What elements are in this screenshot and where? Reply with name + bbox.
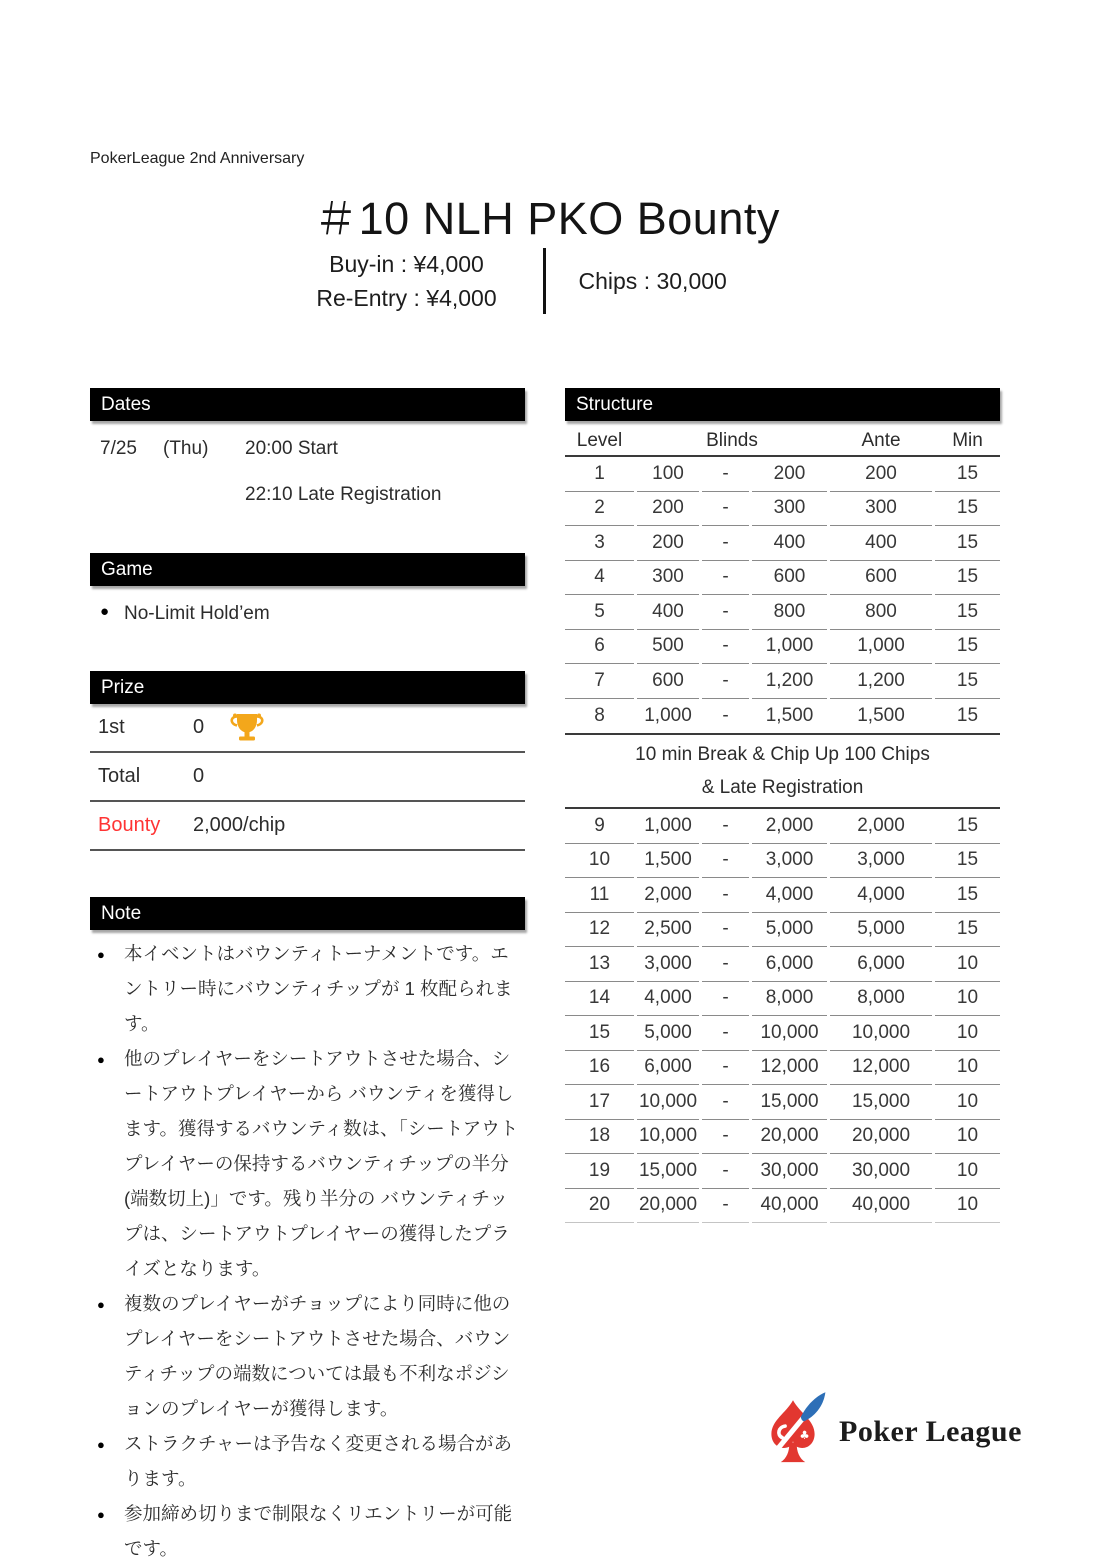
structure-cell-dash: - <box>702 561 749 596</box>
structure-cell-dash: - <box>702 1154 749 1189</box>
prize-total-label: Total <box>98 765 141 787</box>
structure-cell-sb: 6,000 <box>637 1051 699 1086</box>
structure-cell-dash: - <box>702 1120 749 1155</box>
structure-cell-dash: - <box>702 878 749 913</box>
structure-cell-sb: 1,500 <box>637 844 699 879</box>
date-value <box>100 484 163 506</box>
game-header-bar: Game <box>90 553 525 586</box>
structure-cell-ante: 400 <box>830 526 932 561</box>
structure-cell-bb: 3,000 <box>752 844 827 879</box>
structure-cell-level: 9 <box>565 809 634 844</box>
structure-cell-level: 17 <box>565 1085 634 1120</box>
structure-cell-sb: 10,000 <box>637 1085 699 1120</box>
structure-cell-min: 15 <box>935 492 1000 527</box>
chips-label: Chips : 30,000 <box>578 267 727 294</box>
structure-cell-level: 13 <box>565 947 634 982</box>
note-text: 他のプレイヤーをシートアウトさせた場合、シートアウトプレイヤーから バウンティを獲得します。獲得するバウンティ数は、「シートアウトプレイヤーの保持するバウンティチップの半分(端数切上)」です。残り半分の バウンティチップは、シートアウトプレイヤーの獲得したプライズとなります。 <box>124 1048 519 1279</box>
structure-cell-min: 10 <box>935 1120 1000 1155</box>
note-item <box>90 936 525 1041</box>
structure-cell-level: 14 <box>565 982 634 1017</box>
structure-cell-sb: 2,000 <box>637 878 699 913</box>
structure-cell-dash: - <box>702 947 749 982</box>
structure-row <box>565 457 1000 492</box>
structure-column-headers <box>565 427 1000 455</box>
structure-cell-min: 15 <box>935 561 1000 596</box>
dates-row <box>90 484 525 506</box>
structure-cell-sb: 20,000 <box>637 1189 699 1224</box>
note-item <box>90 1041 525 1286</box>
note-item <box>90 1426 525 1496</box>
structure-cell-sb: 10,000 <box>637 1120 699 1155</box>
structure-cell-min: 15 <box>935 595 1000 630</box>
bullet-icon: ● <box>97 1437 105 1452</box>
structure-cell-ante: 30,000 <box>830 1154 932 1189</box>
structure-cell-dash: - <box>702 1016 749 1051</box>
bullet-icon: ● <box>97 1052 105 1067</box>
structure-cell-dash: - <box>702 1051 749 1086</box>
structure-cell-min: 10 <box>935 1085 1000 1120</box>
structure-cell-bb: 1,500 <box>765 704 814 726</box>
structure-row <box>565 492 1000 527</box>
structure-cell-sb: 200 <box>637 492 699 527</box>
structure-cell-dash: - <box>702 526 749 561</box>
structure-row <box>565 947 1000 982</box>
break-note-line: 10 min Break & Chip Up 100 Chips <box>635 744 930 765</box>
structure-row <box>565 561 1000 596</box>
dates-header-bar: Dates <box>90 388 525 421</box>
structure-cell-ante: 300 <box>830 492 932 527</box>
structure-cell-level: 5 <box>565 595 634 630</box>
structure-cell-bb: 4,000 <box>752 878 827 913</box>
structure-cell-dash: - <box>702 1189 749 1224</box>
bounty-amount: 2,000/chip <box>193 814 286 836</box>
column-header-ante: Ante <box>861 430 901 451</box>
structure-cell-level: 7 <box>565 664 634 699</box>
prize-row-1st <box>90 704 525 751</box>
column-header-min: Min <box>952 430 983 451</box>
structure-row <box>565 878 1000 913</box>
note-section <box>90 897 525 1566</box>
structure-cell-ante: 40,000 <box>830 1189 932 1224</box>
prize-section <box>90 671 525 851</box>
structure-cell-sb: 4,000 <box>637 982 699 1017</box>
structure-section <box>565 388 1000 1223</box>
buyin-label: Buy-in : ¥4,000 <box>329 251 484 277</box>
structure-cell-min: 10 <box>935 1154 1000 1189</box>
structure-cell-dash: - <box>702 844 749 879</box>
structure-row <box>565 913 1000 948</box>
structure-cell-min: 10 <box>935 1189 1000 1224</box>
vertical-divider <box>543 248 546 314</box>
structure-cell-min: 10 <box>935 1016 1000 1051</box>
structure-cell-min: 15 <box>935 844 1000 879</box>
structure-cell-ante: 12,000 <box>830 1051 932 1086</box>
structure-cell-level: 12 <box>565 913 634 948</box>
start-time: 20:00 Start <box>245 438 338 459</box>
structure-cell-ante: 800 <box>830 595 932 630</box>
structure-cell-min: 15 <box>935 630 1000 665</box>
structure-cell-dash: - <box>702 913 749 948</box>
dates-row <box>90 438 525 460</box>
structure-cell-min: 15 <box>935 664 1000 699</box>
structure-cell-ante: 6,000 <box>830 947 932 982</box>
structure-cell-dash: - <box>722 704 729 726</box>
prize-row-total <box>90 753 525 800</box>
structure-cell-ante: 15,000 <box>830 1085 932 1120</box>
structure-cell-ante: 1,000 <box>830 630 932 665</box>
structure-cell-bb: 20,000 <box>752 1120 827 1155</box>
structure-cell-bb: 800 <box>752 595 827 630</box>
structure-row <box>565 1016 1000 1051</box>
structure-cell-bb: 6,000 <box>752 947 827 982</box>
structure-cell-sb: 2,500 <box>637 913 699 948</box>
note-list <box>90 936 525 1566</box>
structure-cell-level: 6 <box>565 630 634 665</box>
structure-row <box>565 809 1000 844</box>
structure-cell-dash: - <box>702 630 749 665</box>
structure-cell-sb: 600 <box>637 664 699 699</box>
structure-cell-sb: 500 <box>637 630 699 665</box>
note-text: 複数のプレイヤーがチョップにより同時に他のプレイヤーをシートアウトさせた場合、バウンティチップの端数については最も不利なポジションのプレイヤーが獲得します。 <box>124 1293 511 1419</box>
structure-cell-dash: - <box>702 595 749 630</box>
structure-cell-ante: 5,000 <box>830 913 932 948</box>
note-item <box>90 1286 525 1426</box>
day-value <box>163 484 245 506</box>
structure-cell-dash: - <box>702 1085 749 1120</box>
bullet-icon: ● <box>97 1507 105 1522</box>
structure-cell-bb: 2,000 <box>752 809 827 844</box>
column-header-blinds: Blinds <box>706 430 758 451</box>
bullet-icon: ● <box>97 947 105 962</box>
structure-cell-sb: 200 <box>637 526 699 561</box>
structure-cell-sb: 1,000 <box>637 809 699 844</box>
dates-section <box>90 388 525 506</box>
structure-cell-min: 15 <box>935 878 1000 913</box>
bullet-icon: ● <box>97 1297 105 1312</box>
page-title: ＃10 NLH PKO Bounty <box>313 193 780 244</box>
structure-cell-bb: 1,000 <box>752 630 827 665</box>
game-section <box>90 553 525 625</box>
structure-cell-level: 4 <box>565 561 634 596</box>
structure-cell-ante: 3,000 <box>830 844 932 879</box>
structure-cell-ante: 20,000 <box>830 1120 932 1155</box>
structure-cell-bb: 400 <box>752 526 827 561</box>
structure-cell-dash: - <box>702 982 749 1017</box>
structure-row <box>565 1120 1000 1155</box>
structure-cell-ante: 600 <box>830 561 932 596</box>
structure-cell-level: 15 <box>565 1016 634 1051</box>
structure-cell-ante: 1,200 <box>830 664 932 699</box>
event-series-label: PokerLeague 2nd Anniversary <box>90 150 305 167</box>
column-header-level: Level <box>576 430 623 451</box>
structure-cell-level: 19 <box>565 1154 634 1189</box>
structure-cell-ante: 10,000 <box>830 1016 932 1051</box>
structure-cell-sb: 300 <box>637 561 699 596</box>
structure-cell-bb: 30,000 <box>752 1154 827 1189</box>
structure-cell-level: 16 <box>565 1051 634 1086</box>
prize-total-amount: 0 <box>193 765 205 787</box>
structure-row <box>565 1154 1000 1189</box>
break-note-line: & Late Registration <box>701 777 864 798</box>
structure-cell-sb: 15,000 <box>637 1154 699 1189</box>
structure-cell-bb: 12,000 <box>752 1051 827 1086</box>
spade-logo-icon <box>757 1390 829 1473</box>
game-name: No-Limit Hold’em <box>124 603 270 624</box>
structure-cell-min: 10 <box>935 947 1000 982</box>
buyin-block <box>301 247 513 315</box>
structure-cell-min: 10 <box>935 982 1000 1017</box>
structure-cell-ante: 4,000 <box>830 878 932 913</box>
structure-cell-min: 15 <box>935 913 1000 948</box>
poker-league-logo <box>757 1390 1022 1473</box>
structure-cell-min: 15 <box>935 526 1000 561</box>
structure-cell-bb: 600 <box>752 561 827 596</box>
structure-cell-level: 18 <box>565 1120 634 1155</box>
structure-cell-level: 8 <box>594 704 605 726</box>
note-text: ストラクチャーは予告なく変更される場合があります。 <box>124 1433 512 1489</box>
bullet-icon: ● <box>100 603 110 620</box>
structure-row <box>565 1085 1000 1120</box>
structure-cell-ante: 2,000 <box>830 809 932 844</box>
structure-table-body <box>565 457 1000 1223</box>
prize-row-bounty <box>90 802 525 849</box>
structure-row <box>565 595 1000 630</box>
date-value: 7/25 <box>100 438 137 459</box>
structure-cell-bb: 300 <box>752 492 827 527</box>
structure-cell-dash: - <box>702 809 749 844</box>
structure-cell-sb: 1,000 <box>644 704 692 726</box>
structure-cell-min: 10 <box>935 1051 1000 1086</box>
structure-cell-level: 1 <box>565 457 634 492</box>
note-text: 参加締め切りまで制限なくリエントリーが可能です。 <box>124 1503 513 1559</box>
prize-amount: 0 <box>193 716 205 738</box>
structure-cell-bb: 5,000 <box>752 913 827 948</box>
structure-cell-sb: 100 <box>637 457 699 492</box>
structure-cell-dash: - <box>702 664 749 699</box>
structure-cell-sb: 5,000 <box>637 1016 699 1051</box>
structure-cell-bb: 200 <box>752 457 827 492</box>
structure-cell-bb: 8,000 <box>752 982 827 1017</box>
svg-text:♣: ♣ <box>799 1428 810 1443</box>
structure-row <box>565 982 1000 1017</box>
structure-cell-level: 11 <box>565 878 634 913</box>
bounty-label: Bounty <box>98 814 161 836</box>
structure-cell-level: 20 <box>565 1189 634 1224</box>
structure-cell-min: 15 <box>935 457 1000 492</box>
structure-row <box>565 664 1000 699</box>
late-registration-time: 22:10 Late Registration <box>245 484 442 505</box>
structure-cell-level: 2 <box>565 492 634 527</box>
structure-cell-sb: 3,000 <box>637 947 699 982</box>
structure-row <box>565 1189 1000 1224</box>
structure-cell-ante: 1,500 <box>857 704 905 726</box>
structure-cell-level: 10 <box>565 844 634 879</box>
structure-cell-dash: - <box>702 492 749 527</box>
structure-cell-bb: 1,200 <box>752 664 827 699</box>
game-item <box>90 603 525 625</box>
break-note <box>565 735 1000 807</box>
structure-cell-bb: 10,000 <box>752 1016 827 1051</box>
structure-cell-ante: 8,000 <box>830 982 932 1017</box>
prize-place-label: 1st <box>98 716 125 738</box>
prize-header-bar: Prize <box>90 671 525 704</box>
reentry-label: Re-Entry : ¥4,000 <box>316 285 497 311</box>
structure-row <box>565 630 1000 665</box>
structure-cell-sb: 400 <box>637 595 699 630</box>
structure-cell-dash: - <box>702 457 749 492</box>
structure-cell-min: 15 <box>935 809 1000 844</box>
divider <box>90 849 525 851</box>
note-item <box>90 1496 525 1566</box>
day-value: (Thu) <box>163 438 209 459</box>
structure-cell-bb: 15,000 <box>752 1085 827 1120</box>
structure-cell-ante: 200 <box>830 457 932 492</box>
structure-row <box>565 844 1000 879</box>
logo-wordmark: Poker League <box>839 1414 1022 1448</box>
structure-cell-level: 3 <box>565 526 634 561</box>
entry-info <box>0 247 1093 315</box>
structure-cell-bb: 40,000 <box>752 1189 827 1224</box>
structure-row <box>565 1051 1000 1086</box>
structure-cell-min: 15 <box>956 704 979 726</box>
trophy-icon <box>227 712 267 743</box>
structure-row <box>565 526 1000 561</box>
structure-row <box>565 699 1000 734</box>
structure-header-bar: Structure <box>565 388 1000 421</box>
note-text: 本イベントはバウンティトーナメントです。エントリー時にバウンティチップが 1 枚配られます。 <box>124 943 513 1034</box>
note-header-bar: Note <box>90 897 525 930</box>
